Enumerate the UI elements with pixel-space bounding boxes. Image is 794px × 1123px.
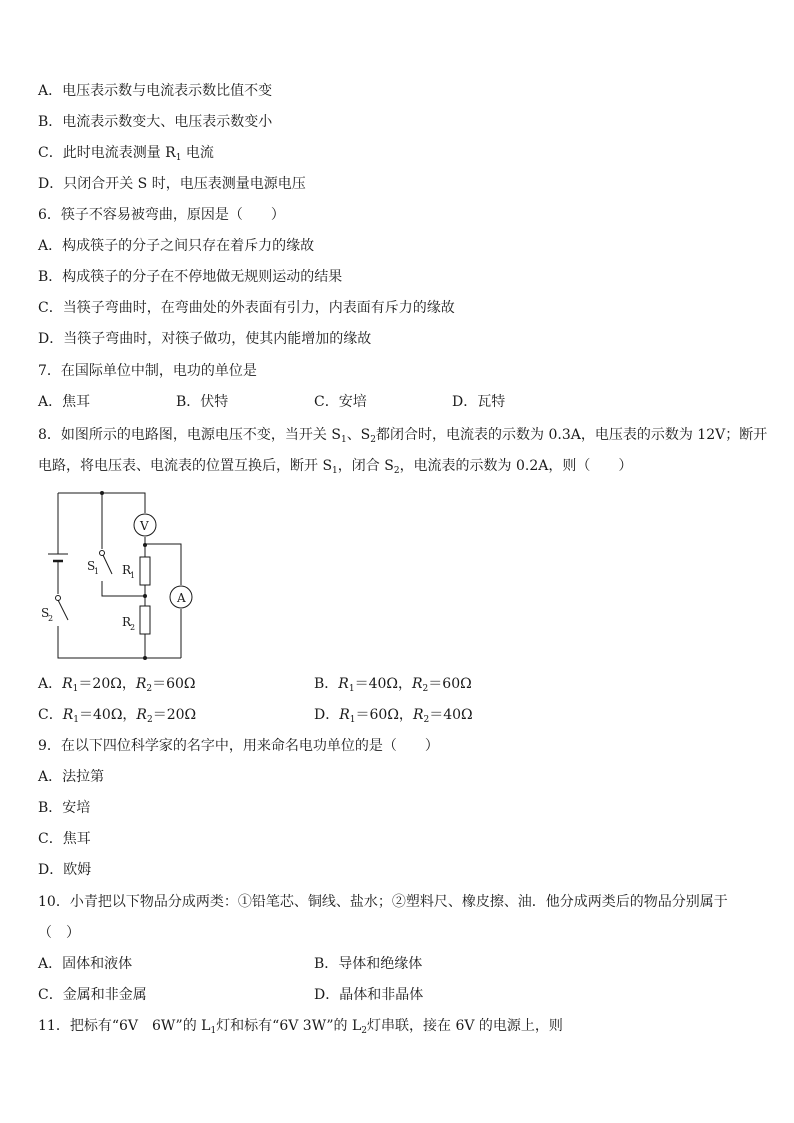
switch-s1-blade (103, 555, 112, 574)
q11-text: 11．把标有“6V 6W”的 L (38, 1018, 211, 1034)
resistor-r2-label: R (122, 615, 132, 629)
q9-stem: 9．在以下四位科学家的名字中，用来命名电功单位的是（ ） (38, 738, 439, 754)
symbol: R (135, 676, 147, 692)
option-label: D． (314, 707, 340, 723)
resistor-r2 (140, 606, 150, 634)
subscript: 1 (130, 571, 136, 580)
q5-option-c-suffix: 电流 (185, 145, 214, 161)
subscript: 1 (349, 715, 356, 725)
switch-s2-contact (56, 596, 61, 601)
subscript: 1 (72, 684, 79, 694)
q6-option-b: B．构成筷子的分子在不停地做无规则运动的结果 (38, 269, 343, 285)
q10-stem: 10．小青把以下物品分成两类：①铅笔芯、铜线、盐水；②塑料尺、橡皮擦、油．他分成两类后的物品分别属于 (38, 894, 728, 910)
option-label: C． (38, 707, 63, 723)
q5-option-a: A．电压表示数与电流表示数比值不变 (38, 83, 273, 99)
q5-option-b: B．电流表示数变大、电压表示数变小 (38, 114, 273, 130)
q7-option-a: A．焦耳 (38, 394, 91, 410)
switch-s2-blade (58, 600, 68, 620)
ammeter-label: A (177, 591, 186, 605)
value: ＝20Ω (152, 707, 197, 723)
q5-option-c-text: C．此时电流表测量 R (38, 145, 176, 161)
q7-stem: 7．在国际单位中制，电功的单位是 (38, 363, 257, 379)
subscript: 1 (340, 435, 347, 445)
subscript: 1 (94, 567, 100, 576)
junction-dot (100, 491, 104, 495)
switch-s1-contact (100, 551, 105, 556)
q8-option-d (314, 706, 473, 729)
q8-option-b (314, 675, 472, 698)
q7-option-b: B．伏特 (176, 394, 229, 410)
value: ＝40Ω， (354, 676, 412, 692)
switch-s2-label: S (41, 606, 50, 620)
symbol: R (338, 676, 349, 692)
symbol: R (62, 676, 73, 692)
q7-option-d: D．瓦特 (452, 394, 506, 410)
value: ＝60Ω (152, 676, 196, 692)
q6-stem: 6．筷子不容易被弯曲，原因是（ ） (38, 207, 285, 223)
subscript: 2 (146, 715, 153, 725)
subscript: 2 (130, 623, 136, 632)
junction-dot (143, 543, 147, 547)
q8-text: ，闭合 S (337, 458, 394, 474)
value: ＝60Ω (428, 676, 472, 692)
q10-option-a: A．固体和液体 (38, 956, 133, 972)
junction-dot (143, 594, 147, 598)
q9-option-a: A．法拉第 (38, 769, 105, 785)
switch-s1-label: S (87, 559, 96, 573)
value: ＝40Ω， (79, 707, 137, 723)
q7-option-c: C．安培 (314, 394, 367, 410)
q11-stem (38, 1017, 563, 1040)
q6-option-a: A．构成筷子的分子之间只存在着斥力的缘故 (38, 238, 315, 254)
resistor-r1 (140, 557, 150, 585)
subscript: 1 (73, 715, 79, 725)
subscript: 1 (210, 1026, 217, 1036)
q8-text: 8．如图所示的电路图，电源电压不变，当开关 S (38, 427, 341, 443)
q9-option-d: D．欧姆 (38, 862, 92, 878)
q8-text: 电路，将电压表、电流表的位置互换后，断开 S (38, 458, 333, 474)
subscript: 2 (423, 715, 430, 725)
symbol: R (62, 707, 74, 723)
symbol: R (412, 676, 423, 692)
subscript: 2 (48, 614, 54, 623)
q8-option-a (38, 675, 196, 698)
q6-option-d: D．当筷子弯曲时，对筷子做功，使其内能增加的缘故 (38, 331, 372, 347)
q8-text: 、S (346, 427, 371, 443)
q10-stem-continued: （ ） (38, 925, 80, 941)
q8-option-c (38, 706, 196, 729)
q5-option-c (38, 144, 214, 167)
q6-option-c: C．当筷子弯曲时，在弯曲处的外表面有引力，内表面有斥力的缘故 (38, 300, 455, 316)
q10-option-d: D．晶体和非晶体 (314, 987, 424, 1003)
q11-text: 灯串联，接在 6V 的电源上，则 (367, 1018, 563, 1034)
q8-stem-line1 (38, 426, 767, 449)
junction-dot (143, 656, 147, 660)
q11-text: 灯和标有“6V 3W”的 L (216, 1018, 362, 1034)
subscript: 1 (348, 684, 355, 694)
subscript: 1 (175, 153, 182, 163)
value: ＝40Ω (429, 707, 473, 723)
voltmeter-label: V (140, 519, 149, 533)
value: ＝20Ω， (78, 676, 136, 692)
q10-option-b: B．导体和绝缘体 (314, 956, 423, 972)
symbol: R (136, 707, 147, 723)
q8-text: 都闭合时，电流表的示数为 0.3A，电压表的示数为 12V；断开 (376, 427, 768, 443)
wire (58, 626, 181, 658)
circuit-diagram (36, 486, 206, 666)
subscript: 2 (393, 466, 400, 476)
value: ＝60Ω， (355, 707, 413, 723)
subscript: 2 (370, 435, 377, 445)
option-label: A． (38, 676, 63, 692)
q5-option-d: D．只闭合开关 S 时，电压表测量电源电压 (38, 176, 306, 192)
subscript: 2 (422, 684, 429, 694)
option-label: B． (314, 676, 339, 692)
symbol: R (339, 707, 350, 723)
q8-stem-line2 (38, 457, 632, 480)
q10-option-c: C．金属和非金属 (38, 987, 147, 1003)
symbol: R (412, 707, 424, 723)
subscript: 2 (146, 684, 153, 694)
q9-option-b: B．安培 (38, 800, 91, 816)
resistor-r1-label: R (122, 563, 132, 577)
subscript: 1 (332, 466, 338, 476)
q8-text: ，电流表的示数为 0.2A，则（ ） (399, 458, 633, 474)
q9-option-c: C．焦耳 (38, 831, 91, 847)
subscript: 2 (361, 1026, 368, 1036)
wire (102, 581, 145, 596)
